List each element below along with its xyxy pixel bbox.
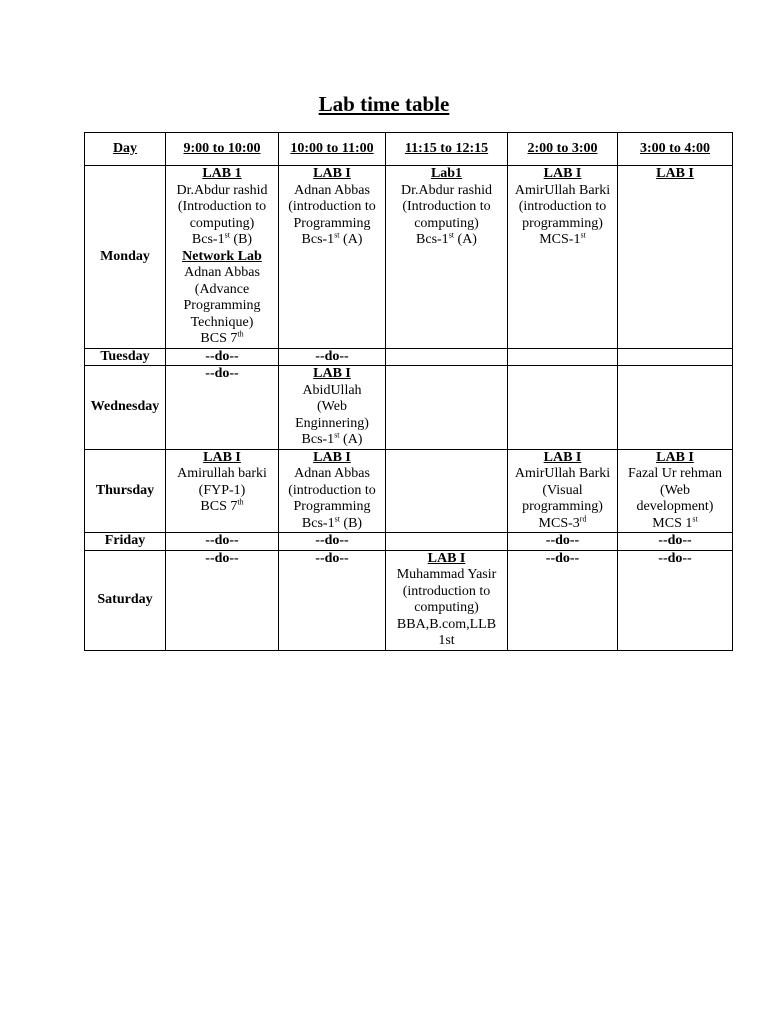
cell-monday-slot-3 <box>386 166 508 349</box>
cell-wednesday-slot-1 <box>166 366 279 450</box>
class-name: BBA,B.com,LLB <box>396 616 497 632</box>
cell-saturday-slot-4 <box>508 550 618 650</box>
ditto-mark: --do-- <box>315 533 349 548</box>
course-name: (introduction to <box>518 199 607 214</box>
ditto-mark: --do-- <box>315 348 349 364</box>
day-cell: Thursday <box>85 449 166 533</box>
class-name: MCS-3rd <box>538 513 587 531</box>
class-name: BCS 7th <box>200 329 244 346</box>
ditto-mark: --do-- <box>658 550 692 566</box>
course-name: (Web <box>660 482 690 498</box>
cell-tuesday-slot-1 <box>166 348 279 366</box>
course-name: computing) <box>414 215 479 231</box>
cell-friday-slot-4 <box>508 533 618 551</box>
course-name: Programming <box>293 215 371 231</box>
class-name: Bcs-1st (B) <box>301 513 363 531</box>
cell-wednesday-slot-5 <box>618 366 733 450</box>
course-name: (introduction to <box>288 199 376 214</box>
lab-label: LAB I <box>656 166 694 181</box>
class-name: Bcs-1st (B) <box>191 230 253 247</box>
table-row-wednesday <box>85 366 733 450</box>
cell-friday-slot-1 <box>166 533 279 551</box>
class-name: MCS 1st <box>652 513 698 531</box>
day-cell: Wednesday <box>85 366 166 450</box>
teacher-name: Adnan Abbas <box>294 182 370 198</box>
table-row-thursday <box>85 449 733 533</box>
day-cell: Tuesday <box>85 348 166 366</box>
ditto-mark: --do-- <box>205 348 239 364</box>
lab-label: LAB I <box>427 550 466 566</box>
ditto-mark: --do-- <box>205 550 239 566</box>
cell-wednesday-slot-4 <box>508 366 618 450</box>
course-name: development) <box>636 499 714 514</box>
course-name: computing) <box>189 215 255 231</box>
lab-label: Lab1 <box>430 166 463 181</box>
teacher-name: AmirUllah Barki <box>514 466 611 481</box>
day-cell: Saturday <box>85 550 166 650</box>
teacher-name: Dr.Abdur rashid <box>401 182 492 198</box>
header-slot-5: 3:00 to 4:00 <box>618 133 733 166</box>
class-name: Bcs-1st (A) <box>301 230 363 247</box>
ditto-mark: --do-- <box>205 366 239 381</box>
cell-thursday-slot-4 <box>508 449 618 533</box>
cell-wednesday-slot-2 <box>279 366 386 450</box>
table-row-monday <box>85 166 733 349</box>
course-name: (Web <box>317 399 347 414</box>
class-name: Bcs-1st (A) <box>416 230 477 247</box>
course-name: Technique) <box>190 314 254 330</box>
lab-label: Network Lab <box>182 248 262 264</box>
ditto-mark: --do-- <box>315 550 349 566</box>
course-name: programming) <box>522 499 603 514</box>
cell-saturday-slot-2 <box>279 550 386 650</box>
table-row-friday <box>85 533 733 551</box>
cell-tuesday-slot-5 <box>618 348 733 366</box>
cell-monday-slot-4 <box>508 166 618 349</box>
table-row-tuesday <box>85 348 733 366</box>
course-name: computing) <box>414 600 479 615</box>
header-slot-2: 10:00 to 11:00 <box>279 133 386 166</box>
class-name: BCS 7th <box>200 497 244 514</box>
teacher-name: Dr.Abdur rashid <box>176 182 268 198</box>
lab-label: LAB I <box>203 449 241 465</box>
cell-thursday-slot-2 <box>279 449 386 533</box>
teacher-name: AmirUllah Barki <box>514 182 611 198</box>
course-name: (Introduction to <box>402 199 491 214</box>
cell-friday-slot-5 <box>618 533 733 551</box>
teacher-name: AbidUllah <box>302 382 362 398</box>
cell-wednesday-slot-3 <box>386 366 508 450</box>
cell-monday-slot-2 <box>279 166 386 349</box>
ditto-mark: --do-- <box>545 550 580 566</box>
lab-label: LAB I <box>543 449 582 465</box>
lab-label: LAB 1 <box>202 166 242 181</box>
course-name: (Introduction to <box>177 199 267 214</box>
cell-monday-slot-1 <box>166 166 279 349</box>
class-name: MCS-1st <box>539 230 586 247</box>
course-name: Programming <box>293 499 371 514</box>
teacher-name: Muhammad Yasir <box>396 567 497 582</box>
course-name: (FYP-1) <box>198 482 246 498</box>
course-name: Programming <box>183 298 261 313</box>
ditto-mark: --do-- <box>205 533 239 548</box>
course-name: (Visual <box>542 482 583 498</box>
cell-saturday-slot-5 <box>618 550 733 650</box>
teacher-name: Fazal Ur rehman <box>627 466 723 481</box>
course-name: programming) <box>522 215 603 231</box>
cell-tuesday-slot-2 <box>279 348 386 366</box>
lab-label: LAB I <box>543 166 582 181</box>
header-row <box>85 133 733 166</box>
cell-saturday-slot-3 <box>386 550 508 650</box>
lab-label: LAB I <box>313 166 351 181</box>
ditto-mark: --do-- <box>658 533 692 548</box>
cell-thursday-slot-3 <box>386 449 508 533</box>
cell-friday-slot-3 <box>386 533 508 551</box>
day-cell: Friday <box>85 533 166 551</box>
course-name: (introduction to <box>288 482 376 498</box>
cell-thursday-slot-1 <box>166 449 279 533</box>
lab-label: LAB I <box>313 366 351 381</box>
course-name: Enginnering) <box>295 415 369 431</box>
class-name: Bcs-1st (A) <box>301 430 363 447</box>
teacher-name: Adnan Abbas <box>184 265 260 280</box>
header-slot-1: 9:00 to 10:00 <box>166 133 279 166</box>
course-name: (Advance <box>194 281 250 297</box>
class-name: 1st <box>438 633 455 648</box>
ditto-mark: --do-- <box>545 533 580 548</box>
lab-timetable <box>84 132 733 651</box>
lab-label: LAB I <box>313 449 351 465</box>
cell-tuesday-slot-3 <box>386 348 508 366</box>
course-name: (introduction to <box>402 583 491 599</box>
header-slot-3: 11:15 to 12:15 <box>386 133 508 166</box>
teacher-name: Adnan Abbas <box>294 466 370 481</box>
teacher-name: Amirullah barki <box>177 466 267 481</box>
cell-tuesday-slot-4 <box>508 348 618 366</box>
table-row-saturday <box>85 550 733 650</box>
cell-thursday-slot-5 <box>618 449 733 533</box>
day-cell: Monday <box>85 166 166 349</box>
header-day: Day <box>85 133 166 166</box>
cell-friday-slot-2 <box>279 533 386 551</box>
lab-label: LAB I <box>656 449 694 465</box>
page-title: Lab time table <box>318 92 450 116</box>
cell-saturday-slot-1 <box>166 550 279 650</box>
cell-monday-slot-5 <box>618 166 733 349</box>
header-slot-4: 2:00 to 3:00 <box>508 133 618 166</box>
